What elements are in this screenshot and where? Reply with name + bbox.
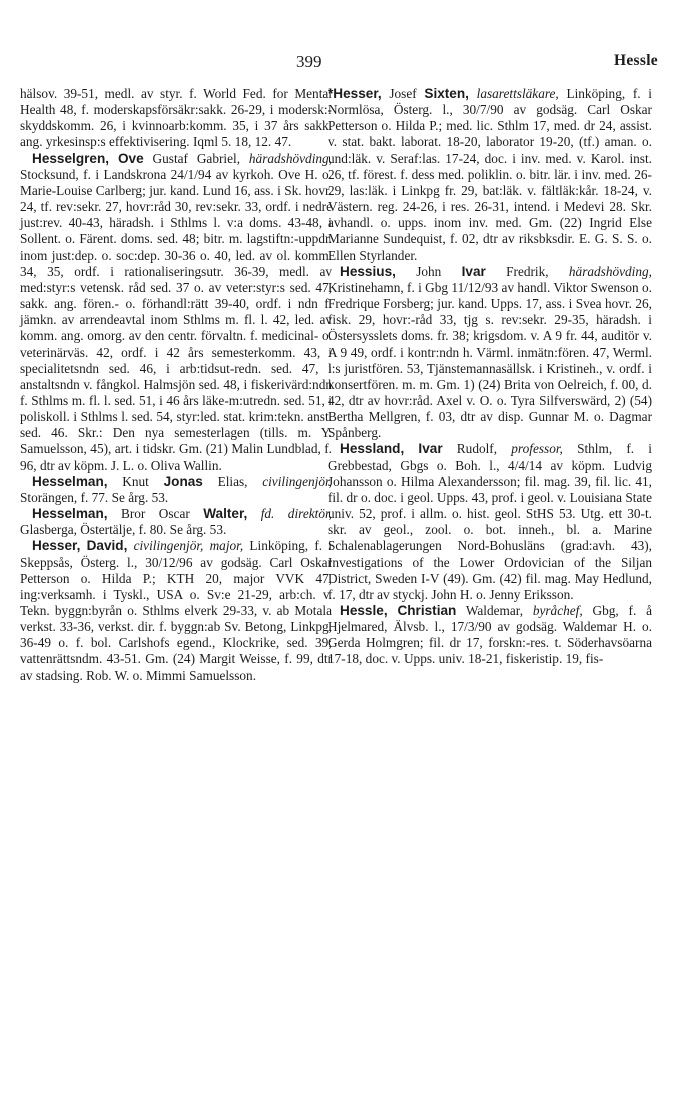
entry-text: Elias, [202, 473, 263, 489]
right-column [328, 86, 652, 668]
entry-occupation: häradshövding, [568, 263, 652, 279]
entry-surname: Ivar [418, 441, 443, 457]
entry-occupation: professor, [511, 441, 563, 457]
entry-occupation: häradshövding, [248, 150, 333, 166]
entry-surname: Hesselman, [32, 473, 108, 489]
entry-text [388, 603, 398, 618]
entry-surname: Hessland, [340, 441, 405, 457]
entry-text: Gustaf Gabriel, [143, 150, 249, 166]
entry-text: Fredrik, [485, 263, 569, 279]
entry-surname: Hessle, [340, 603, 388, 618]
entry-surname: Jonas [163, 473, 203, 489]
entry-surname: Sixten, [424, 86, 469, 101]
entry-hesser-david [20, 538, 332, 683]
entry-text: Josef [381, 86, 425, 101]
entry-surname: Ove [117, 150, 144, 166]
entry-hessland [328, 441, 652, 603]
entry-text [109, 151, 118, 166]
entry-text: John [395, 263, 462, 279]
entry-surname: Hesselgren, [32, 150, 110, 166]
entry-text: Knut [107, 473, 164, 489]
entry-surname: *Hesser, [328, 86, 382, 101]
entry-occupation: lasarettsläkare, [476, 86, 559, 101]
entry-surname: David, [86, 538, 128, 554]
entry-text [404, 441, 418, 456]
entry-occupation: civilingenjör, major, [133, 538, 244, 554]
entry-occupation: civilingenjör, [262, 473, 332, 489]
entry-text: Sthlm, f. i Grebbestad, Gbgs o. Boh. l., 4/4/14 av köpm. Ludvig Johansson o. Hilma Alexandersson; fil. mag. 39, fil. lic. 41, fil. dr o. doc. i geol. Upps. 43, prof. i geol. v. Louisiana State univ. 52, prof. i allm. o. hist. geol. StHS 53. Utg. ett 30-t. skr. av geol., zool. o. bot. inneh., bl. a. Marine Schalenablagerungen Nord-Bohusläns (grad:avh. 43), Investigations of the Lower Ordovician of the Siljan District, Sweden I-V (49). Gm. (42) fil. mag. May Hedlund, f. 17, dtr av styckj. John H. o. Jenny Eriksson. [328, 441, 652, 602]
entry-surname: Walter, [203, 506, 248, 522]
page-number: 399 [296, 52, 322, 71]
entry-hessius [328, 264, 652, 442]
entry-hesselgren [20, 151, 332, 474]
entry-surname: Christian [397, 603, 457, 618]
entry-text: Linköping, f. i Skeppsås, Österg. l., 30/12/96 av godsäg. Carl Oskar Petterson o. Hilda P.; KTH 20, major VVK 47, ing:verksamh. i Tyskl., USA o. Sv:e 21-29, arb:ch. v. Tekn. byggn:byrån o. Sthlms elverk 29-33, v. ab Motala verkst. 33-36, verkst. dir. f. byggn:ab Sv. Betong, Linkpg, 36-49 o. f. bol. Carlshofs egend., Klockrike, sed. 39; vattenrättsndm. 43-51. Gm. (24) Margit Weisse, f. 99, dtr av stadsing. Rob. W. o. Mimmi Samuelsson. [20, 538, 332, 683]
left-column [20, 86, 332, 684]
entry-text: Waldemar, [456, 603, 533, 618]
entry-text: Gbg, f. å Hjelmared, Älvsb. l., 17/3/90 av godsäg. Waldemar H. o. Gerda Holmgren; fil. dr 17, forskn:-res. t. Söderhavsöarna 17-18, doc. v. Upps. univ. 18-21, fiskeristip. 19, fis- [328, 603, 652, 667]
entry-surname: Hessius, [340, 263, 396, 279]
entry-text: hälsov. 39-51, medl. av styr. f. World Fed. for Mental Health 48, f. moderskapsförsäkr:sakk. 26-29, i modersk:-skyddskomm. 26, i kvinnoarb:komm. 35, i 37 års sakk. ang. yrkesinsp:s effektivisering. Iqml 5. 18, 12. 47. [20, 86, 332, 150]
entry-surname: Hesser, [32, 538, 81, 554]
entry-text [247, 506, 260, 521]
entry-text: Bror Oscar [107, 506, 204, 522]
entry-occupation: fd. direktör, [260, 506, 333, 522]
entry-hesselman-bror [20, 506, 332, 538]
entry-text: Linköping, f. i Normlösa, Österg. l., 30/7/90 av godsäg. Carl Oskar Petterson o. Hilda P.; med. lic. Sthlm 17, med. dr 24, assist. v. stat. bakt. laborat. 18-20, laborator 19-20, (tf.) aman. o. und:läk. v. Seraf:las. 17-24, doc. i inv. med. v. Karol. inst. 26, tf. förest. f. dess med. poliklin. o. bitr. lär. i inv. med. 26-29, las:läk. i Linkpg fr. 29, bat:läk. v. fältläk:kår. 18-24, v. Västern. reg. 24-26, i res. 26-31, intend. i Medevi 28. Skr. avhandl. o. upps. inom inv. med. Gm. (22) Ingrid Else Marianne Sundequist, f. 02, dtr av riksbksdir. E. G. S. S. o. Ellen Styrlander. [328, 86, 652, 263]
entry-hesser-sixten [328, 86, 652, 264]
entry-surname: Ivar [461, 263, 486, 279]
entry-hesselman-knut [20, 474, 332, 506]
entry-occupation: byråchef, [532, 603, 583, 618]
page-header [0, 46, 680, 76]
entry-text: Stocksund, f. i Landskrona 24/1/94 av kyrkoh. Ove H. o. Marie-Louise Carlberg; jur. kand. Lund 16, ass. i Sk. hovr. 24, tf. rev:sekr. 27, hovr:råd 30, rev:sekr. 33, ordf. i nedre just:rev. 40-43, häradsh. i Sthlms l. v:a doms. 43-48, i Sollent. o. Färent. doms. sed. 48; bitr. m. lagstiftn:-uppdr. inom just:dep. o. soc:dep. 30-36 o. 40, led. av ol. komm. 34, 35, ordf. i rationaliseringsutr. 36-39, medl. av med:styr:s vetensk. råd sed. 37 o. av veter:styr:s sed. 47, sakk. ang. fören.- o. förhandl:rätt 39-40, ordf. i ndn f. jämkn. av arrendeavtal inom Sthlms m. fl. l. 42, led. av komm. ang. omorg. av den centr. förvaltn. f. medicinal- o. veterinärväs. 42, ordf. i 42 års semesterkomm. 43, i specialitetsndn sed. 46, i arb:tidsut-redn. sed. 47, i anstaltsndn v. fångkol. Halmsjön sed. 48, i fiskerivärd:ndn f. Sthlms m. fl. l. sed. 51, i 46 års läke-m:utredn. sed. 51, i poliskoll. i Sthlms l. sed. 54, styr:led. stat. krim:tekn. anst. sed. 46. Skr.: Den nya semesterlagen (tills. m. Y. Samuelsson, 45), art. i tidskr. Gm. (21) Malin Lundblad, f. 96, dtr av köpm. J. L. o. Oliva Wallin. [20, 166, 332, 473]
entry-text: Storängen, f. 77. Se årg. 53. [20, 489, 169, 505]
entry-text: Rudolf, [442, 441, 512, 457]
entry-hessle [328, 603, 652, 668]
entry-text: Kristinehamn, f. i Gbg 11/12/93 av handl. Viktor Swenson o. Fredrique Forsberg; jur. kand. Upps. 17, ass. i Svea hovr. 26, fisk. 29, hovr:-råd 33, tjg s. rev:sekr. 29-35, häradsh. i Östersysslets doms. fr. 38; krigsdom. v. A 9 fr. 44, auditör v. A 9 49, ordf. i kontr:ndn h. Värml. inmätn:fören. 47, Werml. l:s juristfören. 53, Tjänstemannasällsk. i Kristineh., v. ordf. i konsertfören. m. m. Gm. 1) (24) Brita von Oelreich, f. 00, d. 42, dtr av hovr:råd. Axel v. O. o. Tyra Silfverswärd, 2) (54) Bertha Mellgren, f. 03, dtr av disp. Gunnar M. o. Dagmar Spånberg. [328, 279, 652, 441]
entry-cont [20, 86, 332, 151]
entry-surname: Hesselman, [32, 506, 108, 522]
running-head: Hessle [614, 52, 658, 69]
entry-text: Glasberga, Östertälje, f. 80. Se årg. 53. [20, 522, 227, 538]
entry-text [469, 86, 477, 101]
